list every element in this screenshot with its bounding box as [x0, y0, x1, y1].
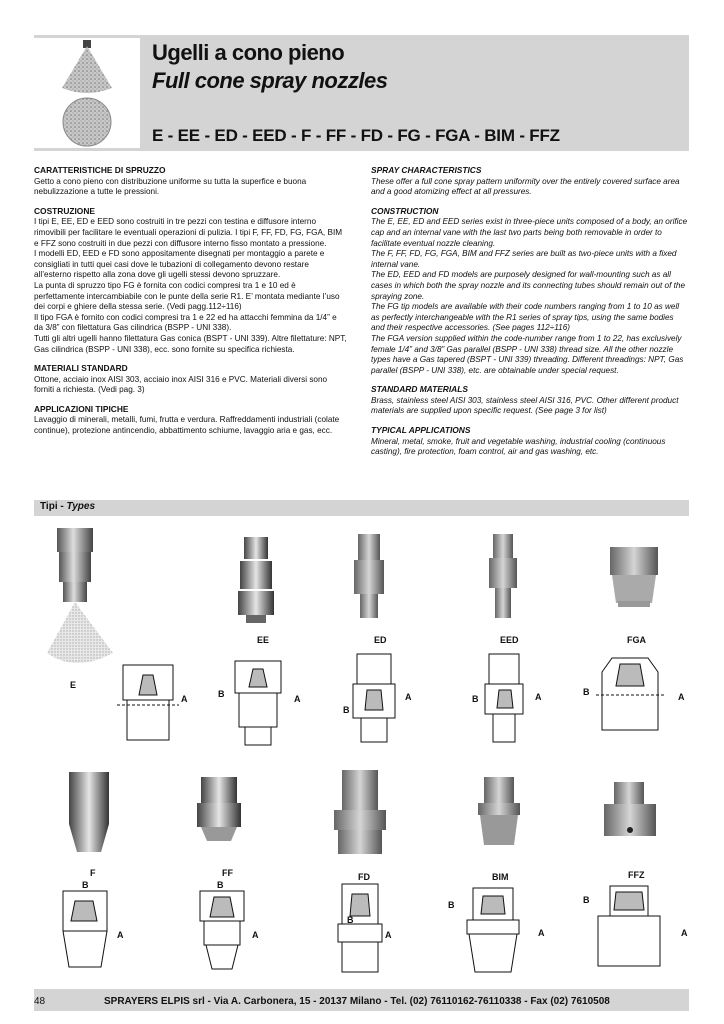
dim-a-ed: A [405, 692, 412, 702]
nozzle-fga-photo [604, 545, 664, 615]
section-materials-it [34, 363, 354, 396]
dim-b-ffz: B [583, 895, 590, 905]
nozzle-ffz-photo [600, 780, 660, 850]
spray-pattern-photo [34, 38, 140, 148]
label-bim: BIM [492, 872, 509, 882]
section-body: The E, EE, ED and EED series exist in three-piece units composed of a body, an orifice cap and an internal vane with the last two parts being both removable in order to facilitate eventual nozzle cleaning. The F, FF, FD, FG, FGA, BIM and FFZ series are built as two-piece units with a fixed internal vane. The ED, EED and FD models are purposely designed for wall-mounting such as all cases in which both the spray nozzle and its connecting tubes should remain out of the spraying zone. The FG tip models are available with their code numbers ranging from 1 to 10 as well as perfectly interchangeable with the R1 series of spray tips, using the same bodies and their respective accessories. (See pages 112÷116) The FGA version supplied within the code-number range from 1 to 22, has exclusively female 1/4” and 3/8” Gas parallel (BSPP - UNI 338) thread size. All the other nozzle types have a Gas tapered (BSPT - UNI 339) threading. Different threadings: NPT, Gas parallel (BSPP - UNI 338), etc. are obtainable under special request. [371, 217, 688, 375]
label-fd: FD [358, 872, 370, 882]
page-title-english: Full cone spray nozzles [152, 68, 388, 93]
section-body: Mineral, metal, smoke, fruit and vegetable washing, industrial cooling (continuous casting), fire protection, foam control, air and gas washing, etc. [371, 436, 666, 457]
dim-a-ffz: A [681, 928, 688, 938]
label-ed: ED [374, 635, 387, 645]
section-title: MATERIALI STANDARD [34, 363, 128, 374]
nozzle-ffz-drawing [590, 880, 670, 985]
nozzle-ff-drawing [190, 885, 260, 980]
section-title: CARATTERISTICHE DI SPRUZZO [34, 165, 166, 175]
dim-b-ff: B [217, 880, 224, 890]
label-e: E [70, 680, 77, 690]
nozzle-fd-photo [330, 768, 390, 863]
section-spray-characteristics-it [34, 165, 354, 198]
dim-b-ed: B [343, 705, 350, 715]
dim-b-eed: B [472, 694, 479, 704]
nozzle-eed-photo [483, 532, 523, 627]
nozzle-ff-photo [195, 775, 245, 850]
label-eed: EED [500, 635, 519, 645]
nozzle-bim-photo [470, 775, 530, 855]
section-body: Getto a cono pieno con distribuzione uniforme su tutta la superfice e buona nebulizzazione a tutte le pressioni. [34, 176, 307, 197]
dim-a-fga: A [678, 692, 685, 702]
label-fga: FGA [627, 635, 646, 645]
english-column [371, 165, 689, 466]
nozzle-e-drawing [113, 655, 193, 760]
dim-a-bim: A [538, 928, 545, 938]
section-construction-it [34, 206, 354, 355]
nozzle-ed-photo [350, 532, 390, 627]
dim-b-ee: B [218, 689, 225, 699]
dim-a-f: A [117, 930, 124, 940]
label-f: F [90, 868, 96, 878]
section-body: I tipi E, EE, ED e EED sono costruiti in tre pezzi con testina e diffusore interno rimovibili per facilitare le eventuali operazioni di pulizia. I tipi F, FF, FD, FG, FGA, BIM e FFZ sono costruiti in due pezzi con diffusore interno fisso montato a pressione. I modelli ED, EED e FD sono appositamente disegnati per montaggio a parete e consigliati in tutti quei casi dove le tubazioni di collegamento devono restare all’esterno rispetto alla zona dove gli ugelli stessi devono spruzzare. La punta di spruzzo tipo FG è fornita con codici compresi tra 1 e 10 ed è perfettamente intercambiabile con le punte della serie R1. E’ montata mediante l’uso dei corpi e ghiere della stessa serie. (Vedi pagg.112÷116) Il tipo FGA è fornito con codici compresi tra 1 e 22 ed ha attacchi femmina da 1/4” e da 3/8” con filettatura Gas cilindrica (BSPP - UNI 338). Tutti gli altri ugelli hanno filettatura Gas conica (BSPT - UNI 339). Altre filettature: NPT, Gas cilindrica (BSPP - UNI 338), ecc. sono fornite su specifica richiesta. [34, 217, 347, 354]
nozzle-ee-drawing [225, 655, 305, 760]
dim-a-eed: A [535, 692, 542, 702]
nozzle-ee-photo [232, 535, 282, 630]
section-materials-en [371, 384, 689, 417]
dim-b-bim: B [448, 900, 455, 910]
nozzle-f-drawing [55, 885, 125, 980]
types-band [34, 500, 689, 516]
section-body: Ottone, acciaio inox AISI 303, acciaio inox AISI 316 e PVC. Materiali diversi sono forniti a richiesta. (Vedi pag. 3) [34, 374, 328, 395]
types-label [40, 501, 95, 512]
dim-b-fga: B [583, 687, 590, 697]
section-applications-en [371, 425, 689, 458]
dim-a-ee: A [294, 694, 301, 704]
section-body: Lavaggio di minerali, metalli, fumi, frutta e verdura. Raffreddamenti industriali (colate continue), protezione antincendio, abbattimento schiume, lavaggio aria e gas, ecc. [34, 415, 340, 436]
company-info [104, 996, 610, 1007]
nozzle-bim-drawing [455, 880, 535, 985]
nozzle-ed-drawing [345, 650, 415, 755]
label-ee: EE [257, 635, 270, 645]
section-construction-en [371, 206, 689, 377]
page-number: 48 [34, 996, 46, 1007]
section-title: APPLICAZIONI TIPICHE [34, 403, 129, 414]
types-label-english: Types [66, 501, 96, 512]
nozzle-eed-drawing [475, 650, 545, 755]
section-title: TYPICAL APPLICATIONS [371, 425, 471, 436]
section-title: SPRAY CHARACTERISTICS [371, 165, 482, 175]
dim-b-fd: B [347, 915, 354, 925]
dim-a-e: A [181, 694, 188, 704]
page-title-italian: Ugelli a cono pieno [152, 40, 345, 65]
company-name: SPRAYERS ELPIS srl [104, 996, 205, 1007]
label-ff: FF [222, 868, 233, 878]
label-ffz: FFZ [628, 870, 645, 880]
section-title: COSTRUZIONE [34, 205, 95, 216]
section-body: Brass, stainless steel AISI 303, stainless steel AISI 316, PVC. Other different product materials are supplied upon specific request. (See page 3 for list) [371, 395, 679, 416]
nozzle-fga-drawing [590, 650, 670, 745]
section-title: CONSTRUCTION [371, 205, 439, 216]
company-address: - Via A. Carbonera, 15 - 20137 Milano - Tel. (02) 76110162-76110338 - Fax (02) 7610508 [204, 996, 610, 1007]
types-label-italian: Tipi - [40, 501, 67, 512]
dim-a-fd: A [385, 930, 392, 940]
italian-column [34, 165, 354, 445]
section-applications-it [34, 404, 354, 437]
dim-a-ff: A [252, 930, 259, 940]
nozzle-f-photo [65, 770, 115, 865]
section-spray-characteristics-en [371, 165, 689, 198]
series-list: E - EE - ED - EED - F - FF - FD - FG - FGA - BIM - FFZ [152, 126, 560, 145]
dim-b-f: B [82, 880, 89, 890]
section-body: These offer a full cone spray pattern uniformity over the entirely covered surface area and a good atomizing effect at all pressures. [371, 176, 680, 197]
section-title: STANDARD MATERIALS [371, 384, 468, 395]
